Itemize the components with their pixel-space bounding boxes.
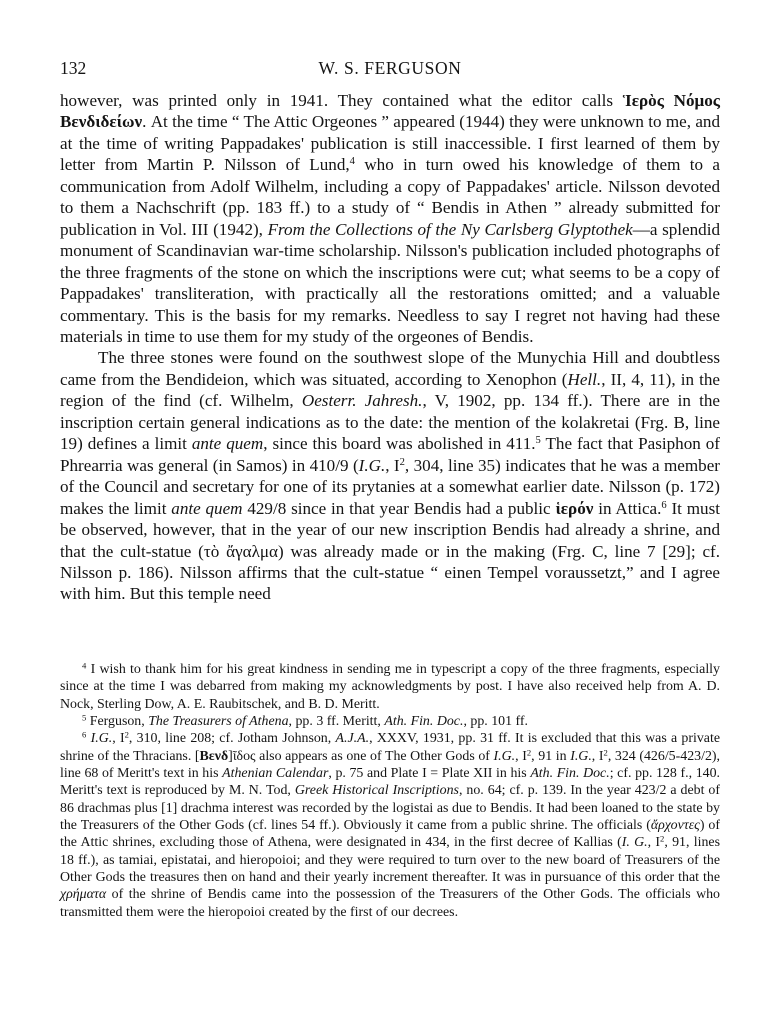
- running-head-author: W. S. FERGUSON: [318, 58, 462, 78]
- footnote-5: $^5$ Ferguson, The Treasurers of Athena, pp. 3 ff. Meritt, Ath. Fin. Doc., pp. 101 ff.: [82, 712, 529, 730]
- footnote-ref-5: 5: [535, 435, 541, 447]
- footnote-ref-4: 4: [349, 156, 355, 168]
- running-head: [60, 57, 720, 79]
- footnote-ref-6: 6: [661, 499, 667, 511]
- greek-term: ἱερόν: [555, 498, 594, 518]
- footnote-6: $^6$ I.G., $I^2$, 310, line 208; cf. Jotham Johnson, A.J.A., XXXV, 1931, pp. 31 ff. It is excluded that this was a private shrine of the Thracians. [Βενδ]ῖδος also appears as one of The Other Gods of I.G., $I^2$, 91 in I.G., $I^2$, 324 (426/5-423/2), line 68 of Meritt's text in his Athenian Calendar, p. 75 and Plate I = Plate XII in his Ath. Fin. Doc.; cf. pp. 128 f., 140. Meritt's text is reproduced by M. N. Tod, Greek Historical Inscriptions, no. 64; cf. p. 139. In the year 423/2 a debt of 86 drachmas plus [1] drachma interest was recorded by the logistai as due to Bendis. It had been loaned to the state by the Treasurers of the Other Gods (cf. lines 54 ff.). Obviously it came from a public shrine. The officials (ἄρχοντες) of the Attic shrines, excluding those of Athena, were designated in 434, in the first decree of Kallias (I. G., $I^2$, 91, lines 18 ff.), as tamiai, epistatai, and hieropoioi; and they were required to turn over to the new board of Treasurers of the Other Gods the treasures then on hand and their yearly increment thereafter. It was in pursuance of this order that the χρήματα of the shrine of Bendis came into the possession of the Treasurers of the Other Gods. The officials who transmitted them were the hieropoioi created by the first of our decrees.: [60, 729, 721, 920]
- paragraph-2: The three stones were found on the southwest slope of the Munychia Hill and doubtless came from the Bendideion, which was situated, according to Xenophon (Hell., II, 4, 11), in the region of the find (cf. Wilhelm, Oesterr. Jahresh., V, 1902, pp. 134 ff.). There are in the inscription certain general indications as to the date: the mention of the kolakretai (Frg. B, line 19) defines a limit ante quem, since this board was abolished in 411.$^5$ The fact that Pasiphon of Phrearria was general (in Samos) in 410/9 (I.G., $I^2$, 304, line 35) indicates that he was a member of the Council and secretary for one of its prytanies at a somewhat earlier date. Nilsson (p. 172) makes the limit ante quem 429/8 since in that year Bendis had a public ἱερόν in Attica.$^6$ It must be observed, however, that in the year of our new inscription Bendis had already a shrine, and that the cult-statue (τὸ ἄγαλμα) was already made or in the making (Frg. C, line 7 [29]; cf. Nilsson p. 186). Nilsson affirms that the cult-statue “ einen Tempel voraussetzt,” and I agree with him. But this temple need: [60, 348, 720, 604]
- paragraph-1: however, was printed only in 1941. They contained what the editor calls Ἱερὸς Νόμος Βενδιδείων. At the time “ The Attic Orgeones ” appeared (1944) they were unknown to me, and at the time of writing Pappadakes' publication is still inaccessible. I first learned of them by letter from Martin P. Nilsson of Lund,$^4$ who in turn owed his knowledge of them to a communication from Adolf Wilhelm, including a copy of Pappadakes' article. Nilsson devoted to them a Nachschrift (pp. 183 ff.) to a study of “ Bendis in Athen ” already submitted for publication in Vol. III (1942), From the Collections of the Ny Carlsberg Glyptothek—a splendid monument of Scandinavian war-time scholarship. Nilsson's publication included photographs of the three fragments of the stone on which the inscriptions were cut; what seems to be a copy of Pappadakes' transliteration, with practically all the restorations omitted; and a valuable commentary. This is the basis for my remarks. Needless to say I regret not having had these materials in time to use them for my study of the orgeones of Bendis.: [60, 91, 720, 346]
- book-title: From the Collections of the Ny Carlsberg Glyptothek: [267, 219, 633, 239]
- page-number: 132: [60, 58, 87, 78]
- greek-title: Ἱερὸς Νόμος Βενδιδείων: [60, 91, 720, 132]
- greek-term: τὸ ἄγαλμα: [203, 541, 278, 561]
- footnotes: [60, 661, 720, 921]
- body-text: [60, 90, 720, 605]
- footnote-4: $^4$ I wish to thank him for his great kindness in sending me in typescript a copy of the three fragments, especially since at the time I was debarred from making my acknowledgments by post. I have also received help from A. D. Nock, Sterling Dow, A. E. Raubitschek, and B. D. Meritt.: [60, 660, 720, 712]
